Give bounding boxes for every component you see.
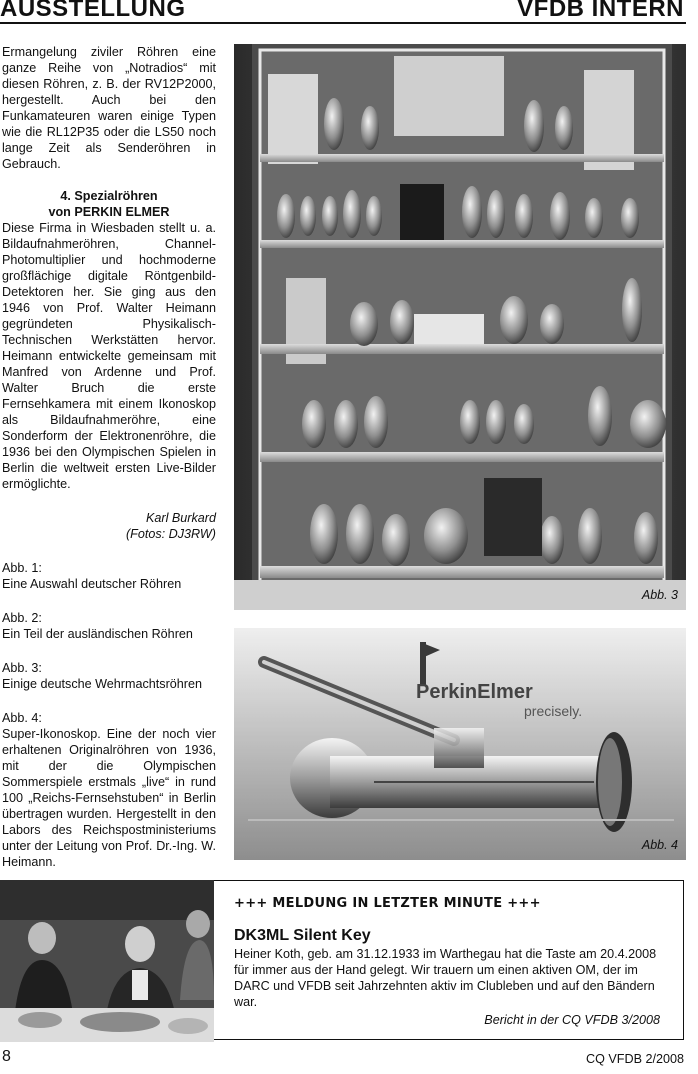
photo-abb4-ikonoskop (234, 628, 686, 860)
photo-abb3-tube-cabinet (234, 44, 686, 610)
author: Karl Burkard (146, 511, 216, 525)
section-body: Diese Firma in Wiesbaden stellt u. a. Bildaufnahmeröhren, Channel-Photomultiplier und hochmoderne großflächige digitale Röntgenbild-Detektoren her. Sie ging aus den 1946 von Prof. Walter Heimann gegründeten Physikalisch-Technischen Werkstätten hervor. Heimann entwickelte gemeinsam mit Manfred von Ardenne und Prof. Walter Bruch die erste Fernsehkamera mit einem Ikonoskop als Bildaufnahmeröhre, eine Sonderform der Elektronenröhre, die 1936 bei den Olympischen Spielen in Berlin die weltweit ersten Live-Bilder ermöglichte. (2, 221, 216, 491)
caption-abb3 (2, 660, 216, 692)
caption-label: Abb. 1: (2, 561, 42, 575)
caption-label: Abb. 2: (2, 611, 42, 625)
caption-label: Abb. 4: (2, 711, 42, 725)
photo-credit: (Fotos: DJ3RW) (125, 527, 216, 541)
issue-label: CQ VFDB 2/2008 (586, 1052, 684, 1066)
photo-caption-abb4: Abb. 4 (641, 838, 678, 852)
caption-abb4 (2, 710, 216, 870)
people-illustration (0, 880, 214, 1042)
photo-caption-abb3: Abb. 3 (641, 588, 678, 602)
logo-tagline: precisely. (524, 703, 583, 719)
section-category: VFDB INTERN (517, 0, 684, 22)
cabinet-illustration (234, 44, 686, 610)
notice-kicker: +++ MELDUNG IN LETZTER MINUTE +++ (234, 896, 541, 911)
notice-title: DK3ML Silent Key (234, 927, 371, 944)
page-number: 8 (2, 1048, 11, 1065)
caption-abb2 (2, 610, 216, 642)
caption-text: Super-Ikonoskop. Eine der noch vier erhaltenen Originalröhren von 1936, mit der die Olympischen Sommerspiele erstmals „live“ in rund 100 „Reichs-Fernsehstuben“ in Berlin übertragen wurden. Hergestellt in den Labors des Reichspostministeriums unter der Leitung von Prof. Dr.-Ing. W. Heimann. (2, 727, 216, 869)
section-heading-line2: von PERKIN ELMER (48, 205, 170, 219)
ikonoskop-illustration (234, 628, 686, 860)
photo-notice-people (0, 880, 214, 1042)
caption-text: Eine Auswahl deutscher Röhren (2, 577, 182, 591)
caption-text: Ein Teil der ausländischen Röhren (2, 627, 193, 641)
article-column (2, 44, 216, 870)
caption-text: Einige deutsche Wehrmachtsröhren (2, 677, 202, 691)
section-title: AUSSTELLUNG (0, 0, 186, 22)
section-heading (2, 188, 216, 220)
logo-text: PerkinElmer (416, 681, 533, 703)
caption-label: Abb. 3: (2, 661, 42, 675)
article-intro: Ermangelung ziviler Röhren eine ganze Reihe von „Notradios“ mit diesen Röhren, z. B. der RV12P2000, hergestellt. Auch bei den Funkamateuren waren einige Typen wie die RL12P35 oder die LS50 noch lange Zeit als Senderöhren in Gebrauch. (2, 45, 216, 171)
notice-content (234, 896, 660, 1028)
section-heading-line1: 4. Spezialröhren (60, 189, 158, 203)
signature (2, 510, 216, 542)
header-rule (0, 22, 686, 24)
caption-abb1 (2, 560, 216, 592)
notice-reference: Bericht in der CQ VFDB 3/2008 (484, 1013, 660, 1027)
notice-body: Heiner Koth, geb. am 31.12.1933 im Warthegau hat die Taste am 20.4.2008 für immer aus der Hand gelegt. Wir trauern um einen aktiven OM, der im DARC und VFDB seit Jahrzehnten aktiv im Clubleben und auf den Bändern war. (234, 947, 657, 1009)
